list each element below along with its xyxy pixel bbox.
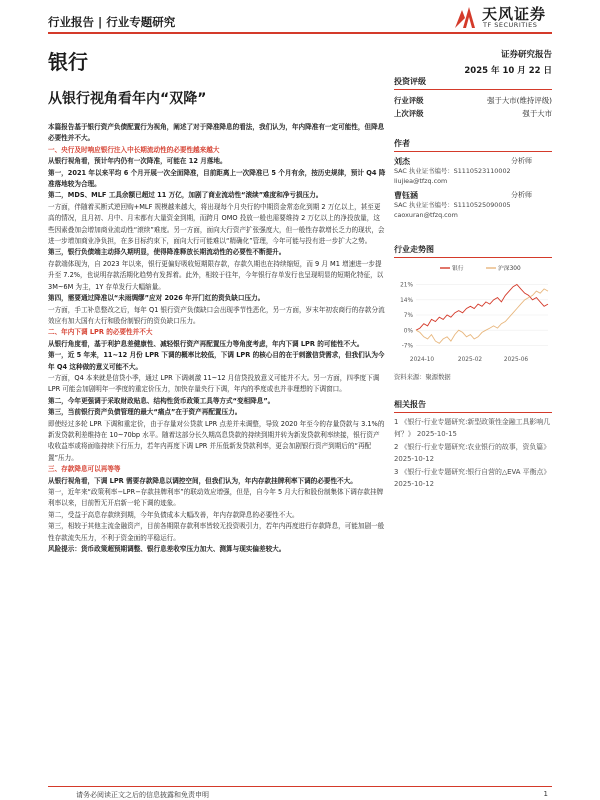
trend-section	[394, 244, 552, 381]
related-report-link[interactable]	[394, 467, 552, 490]
body-paragraph: 一方面，手工补息整改之后，每年 Q1 银行资产负债缺口会出现季节性恶化，另一方面，岁末年初农商行的存款分流效应有加大国有大行和股份制银行的资负缺口压力。	[48, 305, 385, 325]
body-paragraph: 第三，相较于其他主流金融资产，目前各期限存款利率皆较无投资吸引力，若年内再度进行存款降息，可能加剧一般性存款流失压力，不利于资金面的平稳运行。	[48, 522, 385, 542]
rating-value: 强于大市(维持评级)	[487, 96, 552, 105]
author-cert: SAC 执业证书编号：S1110523110002	[394, 167, 511, 175]
sector-title: 银行	[48, 50, 88, 74]
page-number: 1	[543, 790, 548, 798]
section-heading: 二、年内下调 LPR 的必要性并不大	[48, 328, 153, 337]
x-tick-label: 2025-02	[457, 357, 483, 363]
footer-divider	[48, 786, 552, 787]
x-tick-label: 2025-06	[503, 357, 529, 363]
author-role: 分析师	[511, 157, 532, 165]
rating-section	[394, 76, 552, 120]
tf-logo-icon	[452, 4, 478, 30]
rating-row	[394, 107, 552, 120]
body-paragraph: 即使经过多轮 LPR 下调和重定价，由于存量对公贷款 LPR 点差并未调整，导致 2020 年至今的存量贷款与 3.1%的新发贷款利差维持在 10~70bp 水平。随着这部分长久期高息贷款的持续到期并转为新发贷款利率续接，银行资产收收益率或将面临持续下行压力，若年内再度下调 LPR 并压低新发贷款利率，更会加剧银行资产到期后的“再配置”压力。	[48, 419, 385, 462]
series-line-csi300	[416, 289, 548, 343]
related-report-link[interactable]	[394, 442, 552, 465]
report-title: 从银行视角看年内“双降”	[48, 91, 207, 107]
key-point: 第二，今年更强调于采取财政贴息、结构性货币政策工具等方式“变相降息”。	[48, 396, 275, 405]
report-date: 2025 年 10 月 22 日	[464, 66, 552, 76]
breadcrumb: 行业报告 | 行业专题研究	[48, 15, 176, 29]
rating-label: 行业评级	[394, 96, 424, 105]
sidebar	[394, 76, 552, 492]
related-title: 相关报告	[394, 399, 552, 413]
body-paragraph: 第一，近年来“政策利率−LPR−存款挂牌利率”的联动效应增强，但是，自今年 5 月大行和股份制集体下调存款挂牌利率以来，目前暂无开启新一轮下调的迹象。	[48, 488, 384, 508]
key-point: 从银行视角看，下调 LPR 需要存款降息以调控空间，但我们认为，年内存款挂牌利率下调的必要性不大。	[48, 476, 357, 485]
chart-source: 资料来源：聚源数据	[394, 374, 451, 381]
x-tick-label: 2024-10	[409, 357, 435, 363]
related-report-date: 2025-10-12	[394, 454, 435, 463]
authors-section	[394, 138, 552, 220]
report-body	[48, 122, 386, 555]
body-paragraph: 第二，受益于高息存款续到期，今年负债成本大幅改善，年内存款降息的必要性不大。	[48, 510, 299, 519]
legend-label: 沪深300	[498, 266, 521, 272]
y-tick-label: 21%	[400, 282, 413, 289]
key-point: 第一，2021 年以来平均 6 个月开展一次全面降准，目前距离上一次降准已 5 个月有余，按历史规律，预计 Q4 降准落地较为合理。	[48, 168, 386, 189]
author-cert: SAC 执业证书编号：S1110525090005	[394, 201, 511, 209]
related-report-date: 2025-10-12	[394, 479, 435, 488]
author-name: 曹钰涵	[394, 191, 418, 200]
body-paragraph: 存款端体现为，自 2023 年以来，银行更偏好吸收短期限存款，存款久期也在持续缩短，而 9 月 M1 增速进一步提升至 7.2%，也说明存款活期化趋势有发挥着。此外，相较于往年，今年银行存单发行也呈现明显的短期化特征，以 3M~6M 为主，1Y 存单发行大幅缩量。	[48, 259, 384, 291]
related-section	[394, 399, 552, 490]
section-heading: 三、存款降息可以再等等	[48, 465, 121, 474]
author-name: 刘杰	[394, 157, 410, 166]
rating-title: 投资评级	[394, 76, 552, 90]
author-role: 分析师	[511, 191, 532, 199]
related-report-title[interactable]: 3 《银行-行业专题研究:银行自营的△EVA 平衡点》	[394, 468, 551, 476]
header-divider	[48, 32, 552, 34]
author-entry	[394, 190, 552, 220]
related-report-link[interactable]	[394, 417, 552, 440]
body-paragraph: 一方面，Q4 本来就是信贷小季，通过 LPR 下调刺激 11~12 月信贷投放意义可能并不大。另一方面，四季度下调 LPR 可能会加剧明年一季度的重定价压力，加快存量央行下调，年内的季度或也并非理想的下调窗口。	[48, 373, 380, 394]
key-point: 从银行视角看，预计年内仍有一次降准，可能在 12 月落地。	[48, 157, 227, 166]
related-report-title[interactable]: 2 《银行-行业专题研究:农业银行的故事，资负篇》	[394, 443, 551, 451]
logo-text-cn: 天风证券	[482, 5, 547, 23]
key-point: 第三，银行负债端主动择久期明显，使得降准释放长期流动性的必要性不断提升。	[48, 248, 286, 257]
report-type: 证券研究报告	[500, 50, 552, 60]
trend-chart-svg	[394, 262, 552, 370]
trend-chart	[394, 262, 552, 370]
author-entry	[394, 156, 552, 186]
author-email[interactable]: caoxuran@tfzq.com	[394, 210, 458, 219]
key-point: 第四，需要通过降准以“未雨绸缪”应对 2026 年开门红的资负缺口压力。	[48, 294, 265, 303]
key-point: 风险提示：货币政策超预期调整、银行息差收窄压力加大、测算与现实偏差较大。	[48, 545, 286, 554]
legend-label: 银行	[452, 266, 464, 272]
key-point: 第一，近 5 年来，11~12 月份 LPR 下调的概率比较低，下调 LPR 的核心目的在于刺激信贷需求，但我们认为今年 Q4 这种做的意义可能不大。	[48, 351, 385, 371]
section-heading: 一、央行及时响应银行注入中长期流动性的必要性越来越大	[48, 145, 220, 154]
authors-title: 作者	[394, 138, 552, 152]
rating-row	[394, 94, 552, 107]
related-report-date: 2025-10-15	[416, 429, 457, 438]
series-line-bank	[416, 285, 548, 331]
related-report-title[interactable]: 1 《银行-行业专题研究:新型政策性金融工具影响几何？》	[394, 418, 551, 438]
key-point: 第二，MDS、MLF 工具余额已超过 11 万亿，加剧了商业流动性“滚续”难度和净亏损压力。	[48, 191, 323, 200]
key-point: 本篇报告基于银行资产负债配置行为视角，阐述了对于降准降息的看法，我们认为，年内降准有一定可能性，但降息必要性并不大。	[48, 123, 385, 143]
author-email[interactable]: liujiea@tfzq.com	[394, 176, 448, 185]
trend-title: 行业走势图	[394, 244, 552, 258]
logo-text-en: TF SECURITIES	[483, 21, 538, 29]
key-point: 第三，当前银行资产负债管理的最大“痛点”在于资产再配置压力。	[48, 408, 242, 417]
body-paragraph: 一方面，伴随着买断式逆回购+MLF 规模越来越大，将出现每个月央行的中期资金常态化到期 2 万亿以上，甚至更高的情况，且月初、月中、月末都有大量资金到期，而跨月 OMO 投放一般也需要维持 2 万亿以上的净投放量，这些因素叠加会增加商业流动性“滚续”难度。另一方面，面向大行资产扩张强度大，但一般性存款增长乏力的现状，会进一步增加商业净负担，在多目标约束下，面向大行可能难以“精确化”管理，今年可能与投有进一步扩大之势。	[48, 202, 385, 246]
y-tick-label: 14%	[400, 297, 413, 304]
rating-label: 上次评级	[394, 109, 424, 118]
y-tick-label: 0%	[403, 328, 413, 335]
brand-logo	[452, 2, 552, 32]
key-point: 从银行角度看，基于利护息差健康性、减轻银行资产再配置压力等角度考虑，年内下调 LPR 的可能性不大。	[48, 339, 364, 348]
disclaimer-note: 请务必阅读正文之后的信息披露和免责申明	[76, 791, 209, 799]
y-tick-label: -7%	[401, 343, 413, 350]
rating-value: 强于大市	[522, 109, 552, 118]
y-tick-label: 7%	[403, 313, 413, 320]
